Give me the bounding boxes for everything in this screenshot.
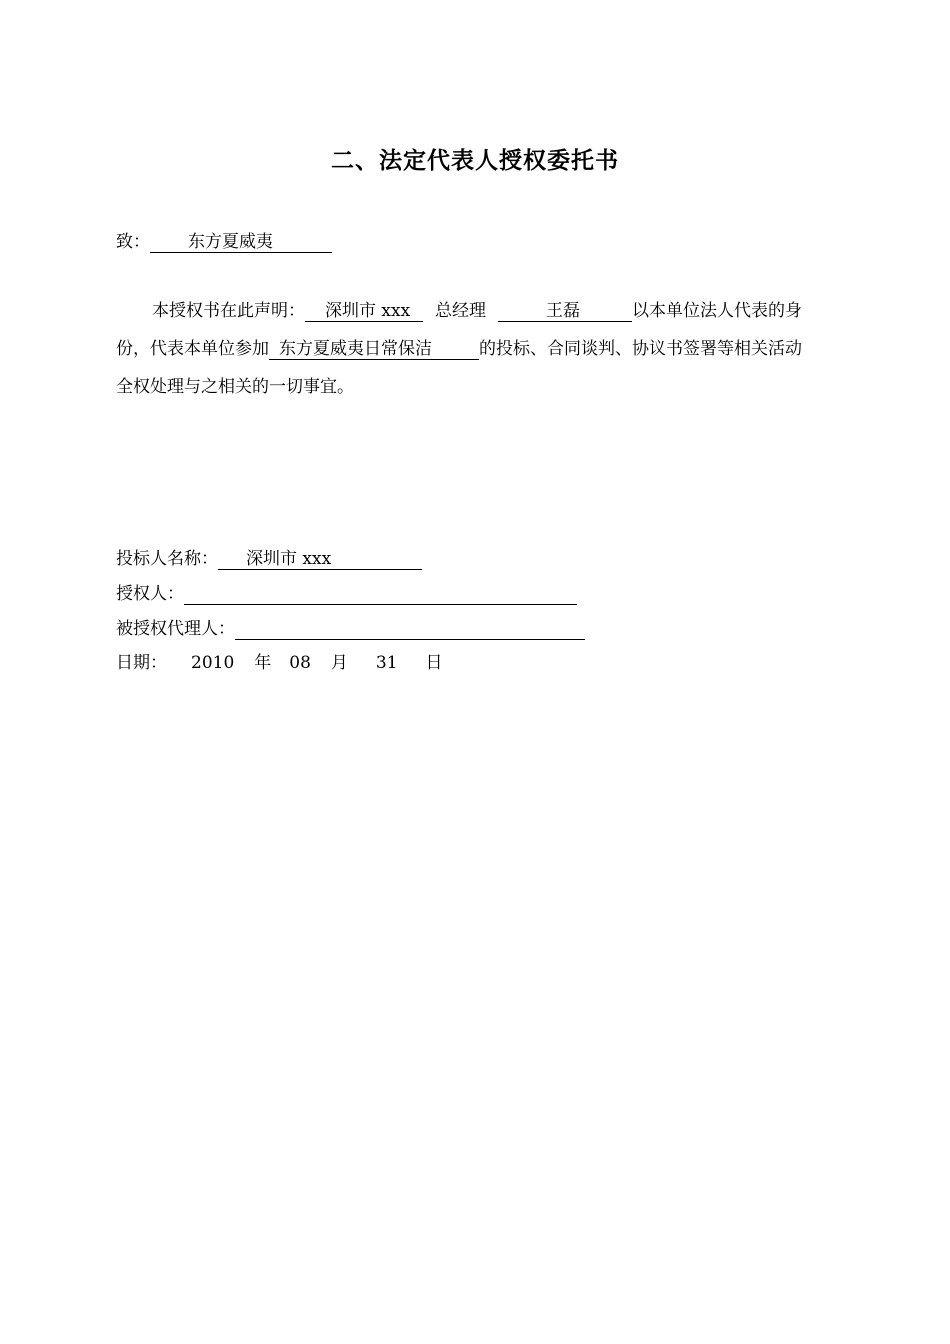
document-title: 二、法定代表人授权委托书 xyxy=(331,148,619,174)
agent-field xyxy=(235,619,585,640)
authorizer-field xyxy=(184,584,577,605)
statement-text-4: 全权处理与之相关的一切事宜。 xyxy=(116,377,354,397)
position-value: 总经理 xyxy=(435,301,486,321)
date-year-unit: 年 xyxy=(254,653,272,673)
date-line xyxy=(116,651,443,675)
statement-row-1 xyxy=(116,292,850,330)
bidder-label: 投标人名称： xyxy=(116,549,218,569)
project-field xyxy=(269,339,479,360)
statement-text-3: 的投标、合同谈判、协议书签署等相关活动 xyxy=(479,339,802,359)
company-field xyxy=(305,301,423,322)
date-day-unit: 日 xyxy=(425,653,443,673)
date-year: 2010 xyxy=(191,653,235,673)
project-value: 东方夏威夷日常保洁 xyxy=(279,339,432,359)
statement-row-2 xyxy=(116,330,850,368)
agent-line xyxy=(116,617,585,641)
bidder-field xyxy=(218,549,422,570)
recipient-value: 东方夏威夷 xyxy=(188,232,273,252)
recipient-field xyxy=(150,232,332,253)
statement-row-3 xyxy=(116,368,850,406)
date-month-unit: 月 xyxy=(330,653,348,673)
person-field xyxy=(498,301,632,322)
authorizer-label: 授权人： xyxy=(116,584,184,604)
person-value: 王磊 xyxy=(546,301,580,321)
authorizer-line xyxy=(116,582,577,606)
statement-text-1: 以本单位法人代表的身 xyxy=(632,301,802,321)
recipient-line xyxy=(116,230,332,254)
bidder-line xyxy=(116,547,422,571)
date-month: 08 xyxy=(289,653,311,673)
statement-paragraph xyxy=(116,292,850,406)
statement-text-2: 份，代表本单位参加 xyxy=(116,339,269,359)
agent-label: 被授权代理人： xyxy=(116,619,235,639)
company-value: 深圳市 xxx xyxy=(325,301,411,321)
bidder-value: 深圳市 xxx xyxy=(246,549,332,569)
statement-intro: 本授权书在此声明： xyxy=(152,301,305,321)
recipient-label: 致： xyxy=(116,232,150,252)
date-day: 31 xyxy=(375,653,398,673)
date-label: 日期： xyxy=(116,653,167,673)
